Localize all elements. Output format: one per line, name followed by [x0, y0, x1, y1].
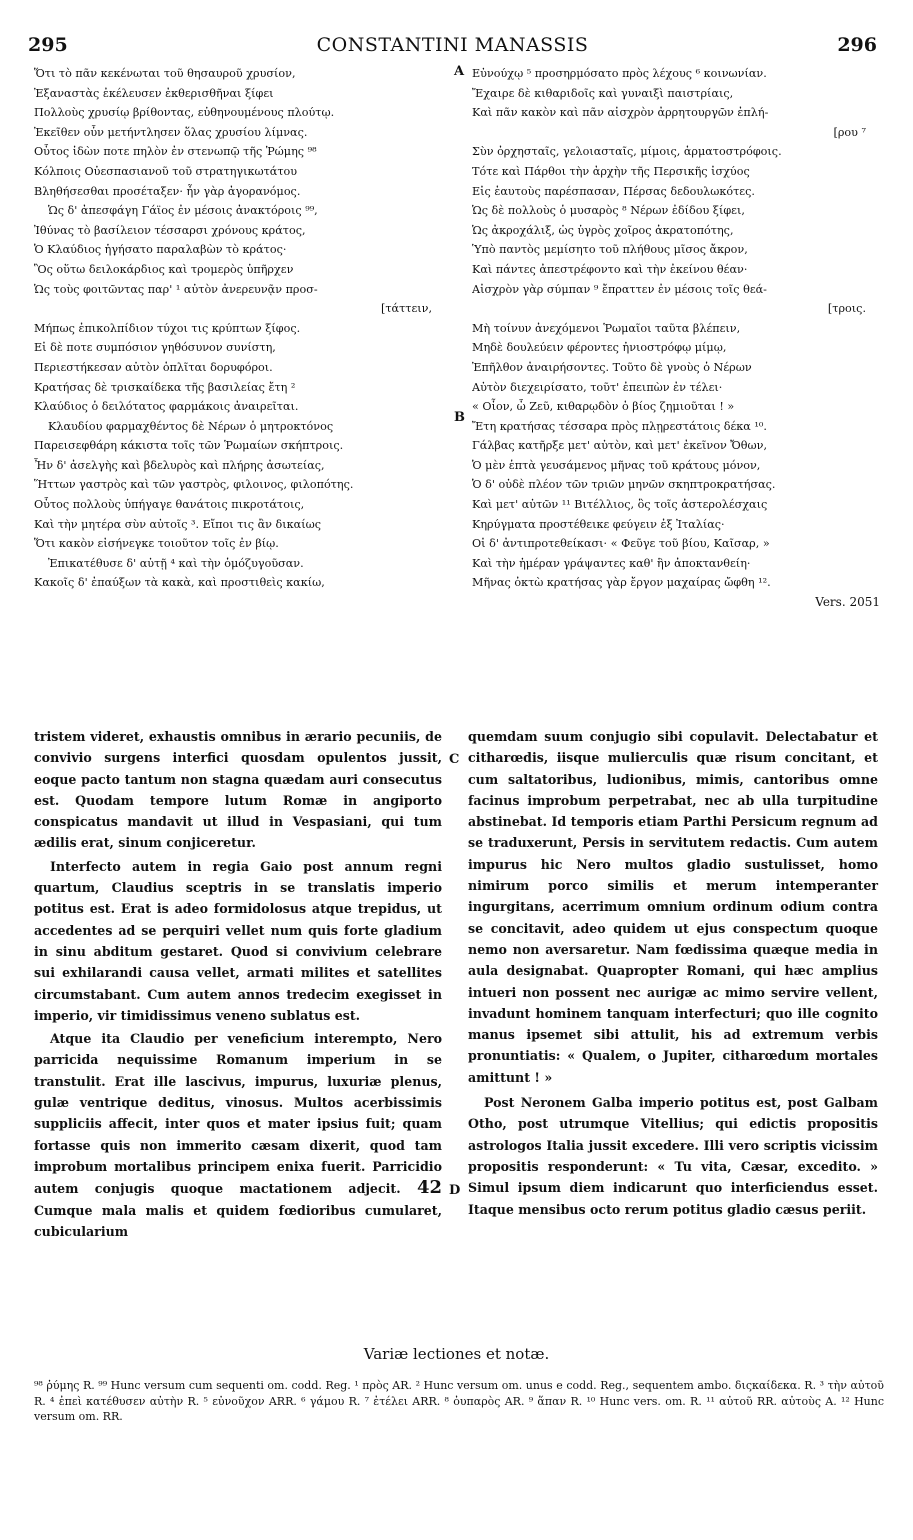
verse-line: Ἰθύνας τὸ βασίλειον τέσσαρσι χρόνους κράτος,	[34, 223, 306, 237]
greek-verse-left-column	[34, 64, 450, 593]
margin-marker-b: B	[454, 410, 465, 425]
verse-line: Κηρύγματα προστέθεικε φεύγειν ἐξ Ἰταλίας·	[472, 517, 725, 531]
verse-line: Ἐκεῖθεν οὖν μετήντλησεν ὅλας χρυσίου λίμνας.	[34, 125, 308, 139]
margin-marker-c: C	[449, 752, 460, 767]
greek-verse-right-column	[472, 64, 884, 613]
verse-line: Εἰ δὲ ποτε συμπόσιον γηθόσυνον συνίστη,	[34, 341, 276, 355]
latin-paragraph-text: Cumque mala malis et quidem fœdioribus cumularet, cubicularium	[34, 1202, 442, 1239]
page-number-right: 296	[837, 34, 877, 56]
verse-line: Ὁ δ' οὐδὲ πλέον τῶν τριῶν μηνῶν σκηπτροκρατήσας.	[472, 478, 776, 492]
verse-line: Σὺν ὀρχησταῖς, γελοιασταῖς, μίμοις, ἁρματοστρόφοις.	[472, 145, 782, 159]
verse-line: Ὡς τοὺς φοιτῶντας παρ' ¹ αὐτὸν ἀνερευνᾷν προσ-	[34, 282, 318, 296]
verse-line: Ὁ Κλαύδιος ἡγήσατο παραλαβὼν τὸ κράτος·	[34, 243, 287, 257]
verse-line: Κρατήσας δὲ τρισκαίδεκα τῆς βασιλείας ἔτη ²	[34, 380, 296, 394]
verse-line: Ὅτι τὸ πᾶν κεκένωται τοῦ θησαυροῦ χρυσίον,	[34, 67, 296, 80]
verse-line: Οὗτος πολλοὺς ὑπήγαγε θανάτοις πικροτάτοις,	[34, 498, 305, 512]
latin-paragraph: quemdam suum conjugio sibi copulavit. Delectabatur et citharœdis, iisque mulierculis quæ risum concitant, et cum saltatoribus, ludionibus, mimis, cantoribus omne facinus improbum perpetrabat, nec ab ulla turpitudine abstinebat. Id temporis etiam Parthi Persicum regnum ad se traduxerunt, Persis in servitutem redactis. Cum autem impurus hic Nero multos gladio sustulisset, homo nimirum porco similis et merum intemperanter ingurgitans, acerrimum omnium ordinum odium contra se concitavit, adeo quidem ut ejus conspectum quoque nemo non aversaretur. Nam fœdissima quæque media in aula designabat. Quapropter Romani, qui hæc amplius intueri non possent nec aurigæ ac mimo servire vellent, invadunt hominem tanquam interfecturi; quo ille cognito manus ipsemet sibi attulit, his ad extremum verbis pronuntiatis: « Qualem, o Jupiter, citharœdum mortales amittunt ! »	[468, 729, 878, 1085]
verse-line: Γάλβας κατῆρξε μετ' αὐτὸν, καὶ μετ' ἐκεῖνον Ὄθων,	[472, 439, 768, 453]
verse-continuation: [ρου ⁷	[833, 125, 866, 139]
verse-line: Ὡς δ' ἀπεσφάγη Γάϊος ἐν μέσοις ἀνακτόροις ⁹⁹,	[48, 204, 318, 218]
margin-marker-d: D	[449, 1183, 461, 1198]
verse-line: Καὶ πάντες ἀπεστρέφοντο καὶ τὴν ἐκείνου θέαν·	[472, 262, 748, 276]
verse-line: Εἰς ἑαυτοὺς παρέσπασαν, Πέρσας δεδουλωκότες.	[472, 184, 755, 198]
verse-line: Παρεισεφθάρη κάκιστα τοῖς τῶν Ῥωμαίων σκήπτροις.	[34, 439, 344, 453]
verse-line: Ἔτη κρατήσας τέσσαρα πρὸς πλῃρεστάτοις δέκα ¹⁰.	[472, 419, 767, 433]
verse-line: Κόλποις Οὐεσπασιανοῦ τοῦ στρατηγικωτάτου	[34, 164, 298, 178]
verse-line: Αὐτὸν διεχειρίσατο, τοῦτ' ἐπειπὼν ἐν τέλει·	[472, 380, 723, 394]
verse-line: Ὃς οὕτω δειλοκάρδιος καὶ τρομερὸς ὑπῆρχεν	[34, 262, 294, 276]
latin-translation-left-column	[34, 726, 442, 1244]
latin-translation-right-column	[468, 726, 878, 1222]
verse-line: Μηδὲ δουλεύειν φέροντες ἠνιοστρόφῳ μίμῳ,	[472, 341, 727, 355]
verse-line: Καὶ μετ' αὐτῶν ¹¹ Βιτέλλιος, ὃς τοῖς ἀστερολέσχαις	[472, 498, 768, 512]
latin-paragraph	[34, 1028, 442, 1242]
latin-paragraph: Post Neronem Galba imperio potitus est, post Galbam Otho, post utrumque Vitellius; qui edictis propositis astrologos Italia jussit excedere. Illi vero scriptis vicissim propositis responderunt: « Tu vita, Cæsar, excedito. » Simul ipsum diem indicarunt quo interficiendus esset. Itaque mensibus octo rerum potitus gladio cæsus periit.	[468, 1095, 878, 1217]
verse-line: Κλαυδίου φαρμαχθέντος δὲ Νέρων ὁ μητροκτόνος	[48, 419, 334, 433]
verse-line: Ἐπῆλθον ἀναιρήσοντες. Τοῦτο δὲ γνοὺς ὁ Νέρων	[472, 360, 752, 374]
verse-line: Ἥττων γαστρὸς καὶ τῶν γαστρὸς, φιλοινος, φιλοπότης.	[34, 478, 354, 492]
verse-line: Ἐξαναστὰς ἐκέλευσεν ἐκθερισθῆναι ξίφει	[34, 86, 274, 100]
page-header	[28, 34, 877, 60]
verse-continuation: [τάττειν,	[380, 302, 432, 316]
margin-marker-a: A	[454, 64, 465, 79]
verse-line: Μῆνας ὀκτὼ κρατήσας γὰρ ἔργον μαχαίρας ὤφθη ¹².	[472, 576, 771, 590]
verse-line: Αἰσχρὸν γὰρ σύμπαν ⁹ ἔπραττεν ἐν μέσοις τοῖς θεά-	[472, 282, 767, 296]
verse-line: Τότε καὶ Πάρθοι τὴν ἀρχὴν τῆς Περσικῆς ἰσχύος	[472, 164, 750, 178]
verse-line: Κλαύδιος ὁ δειλότατος φαρμάκοις ἀναιρεῖται.	[34, 400, 299, 414]
latin-paragraph-text: Atque ita Claudio per veneficium interempto, Nero parricida nequissime Romanum imperium in se transtulit. Erat ille lascivus, impurus, luxuriæ plenus, gulæ ventrique deditus, vinosus. Multos acerbissimis suppliciis affecit, inter quos et mater ipsius fuit; quam fortasse quis non immerito cæsam dixerit, quod tam improbum mortalibus principem enixa fuerit. Parricidio autem conjugis quoque mactationem adjecit.	[34, 1031, 442, 1197]
verse-continuation: [τροις.	[827, 302, 866, 316]
verse-line: Ὅτι κακὸν εἰσήνεγκε τοιοῦτον τοῖς ἐν βίῳ.	[34, 537, 279, 551]
footnotes: ⁹⁸ ῥύμης R. ⁹⁹ Hunc versum cum sequenti om. codd. Reg. ¹ πρὸς AR. ² Hunc versum om. unus e codd. Reg., sequentem ambo. διςκαίδεκα. R. ³ τὴν αὐτοῦ R. ⁴ ἐπεὶ κατέθυσεν αὐτὴν R. ⁵ εὐνοῦχον ARR. ⁶ γάμου R. ⁷ ἐτέλει ARR. ⁸ ὀυπαρὸς AR. ⁹ ἅπαν R. ¹⁰ Hunc vers. om. R. ¹¹ αὐτοῦ RR. αὐτοὺς A. ¹² Hunc versum om. RR.	[34, 1379, 884, 1423]
verse-line: Περιεστήκεσαν αὐτὸν ὁπλῖται δορυφόροι.	[34, 360, 273, 374]
verse-line: Ὡς ἀκροχάλιξ, ὡς ὑγρὸς χοῖρος ἀκρατοπότης,	[472, 223, 734, 237]
latin-paragraph: tristem videret, exhaustis omnibus in ærario pecuniis, de convivio surgens interfici quosdam opulentos jussit, eoque pacto tantum non stagna quædam auri consecutus est. Quodam tempore lutum Romæ in angiporto conspicatus mandavit ut illud in Vespasiani, qui tum ædilis erat, sinum conjiceretur.	[34, 729, 442, 851]
verse-line: Πολλοὺς χρυσίῳ βρίθοντας, εὐθηνουμένους πλούτῳ.	[34, 106, 335, 120]
verse-line: Ὑπὸ παντὸς μεμίσητο τοῦ πλήθους μῖσος ἄκρον,	[472, 243, 748, 257]
verse-line: Ὡς δὲ πολλοὺς ὁ μυσαρὸς ⁸ Νέρων ἐδίδου ξίφει,	[472, 204, 745, 218]
verse-line: Ὁ μὲν ἑπτὰ γευσάμενος μῆνας τοῦ κράτους μόνον,	[472, 458, 761, 472]
variae-lectiones-heading: Variæ lectiones et notæ.	[363, 1345, 550, 1363]
verse-line: Μήπως ἐπικολπίδιον τύχοι τις κρύπτων ξίφος.	[34, 321, 301, 335]
verse-number: Vers. 2051	[815, 595, 880, 610]
verse-line: Μὴ τοίνυν ἀνεχόμενοι Ῥωμαῖοι ταῦτα βλέπειν,	[472, 321, 741, 335]
verse-line: Ἐπικατέθυσε δ' αὐτῇ ⁴ καὶ τὴν ὁμόζυγοῦσαν.	[48, 556, 304, 570]
verse-line: « Οἷον, ὦ Ζεῦ, κιθαρῳδὸν ὁ βίος ζημιοῦται ! »	[472, 400, 735, 414]
verse-line: Καὶ πᾶν κακὸν καὶ πᾶν αἰσχρὸν ἀρρητουργῶν ἐπλή-	[472, 106, 769, 120]
verse-line: Ἦν δ' ἀσελγὴς καὶ βδελυρὸς καὶ πλήρης ἀσωτείας,	[34, 458, 325, 472]
verse-line: Κακοῖς δ' ἐπαύξων τὰ κακὰ, καὶ προστιθεὶς κακίω,	[34, 576, 325, 590]
verse-line: Εὐνούχῳ ⁵ προσηρμόσατο πρὸς λέχους ⁶ κοινωνίαν.	[472, 67, 767, 80]
verse-line: Βληθήσεσθαι προσέταξεν· ἦν γὰρ ἀγορανόμος.	[34, 184, 301, 198]
latin-paragraph: Interfecto autem in regia Gaio post annum regni quartum, Claudius sceptris in se translatis imperio potitus est. Erat is adeo formidolosus atque trepidus, ut accedentes ad se perquiri vellet num quis forte gladium in sinu abditum gestaret. Quod si convivium celebrare sui exhilarandi causa vellet, armati milites et satellites circumstabant. Cum autem annos tredecim exegisset in imperio, vir timidissimus veneno sublatus est.	[34, 858, 442, 1023]
page-number-left: 295	[28, 34, 68, 56]
verse-line: Ἔχαιρε δὲ κιθαριδοῖς καὶ γυναιξὶ παιστρίαις,	[472, 86, 734, 100]
verse-line: Καὶ τὴν μητέρα σὺν αὐτοῖς ³. Εἴποι τις ἂν δικαίως	[34, 517, 321, 531]
verse-line: Οἱ δ' ἀντιπροτεθείκασι· « Φεῦγε τοῦ βίου, Καῖσαρ, »	[472, 537, 770, 551]
verse-line: Καὶ τὴν ἡμέραν γράψαντες καθ' ἣν ἀποκτανθείη·	[472, 556, 751, 570]
verse-line: Οὗτος ἰδὼν ποτε πηλὸν ἐν στενωπῷ τῆς Ῥώμης ⁹⁸	[34, 145, 317, 159]
running-title: CONSTANTINI MANASSIS	[316, 34, 589, 56]
column-number-42: 42	[416, 1177, 442, 1199]
